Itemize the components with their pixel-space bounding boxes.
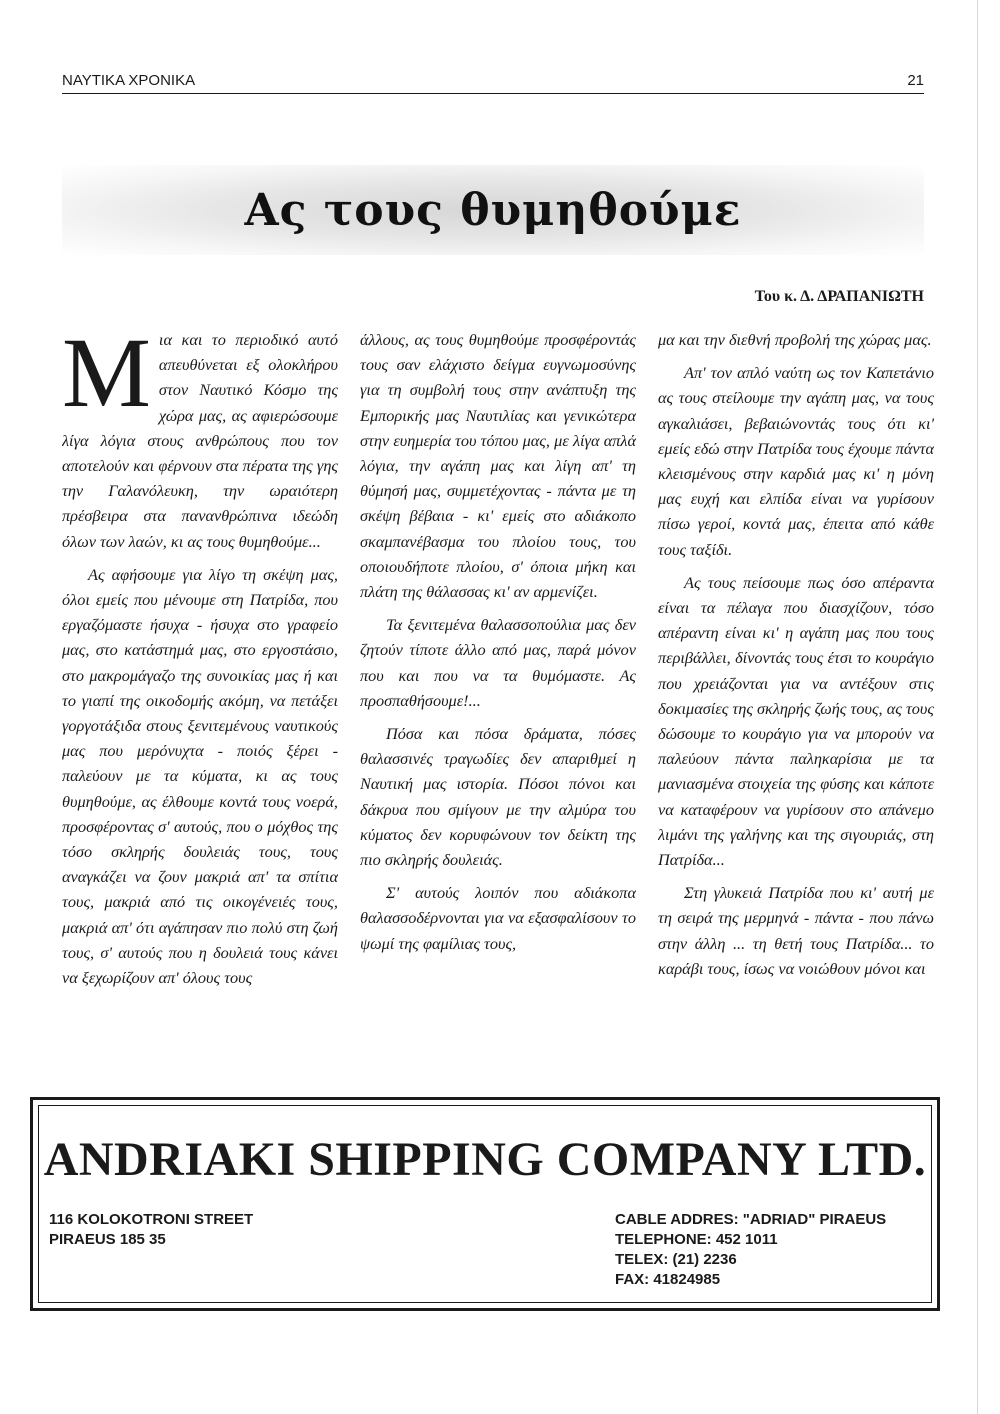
publication-name: ΝΑΥΤΙΚΑ ΧΡΟΝΙΚΑ bbox=[62, 72, 196, 89]
article-byline: Του κ. Δ. ΔΡΑΠΑΝΙΩΤΗ bbox=[754, 288, 924, 305]
advertiser-contacts bbox=[615, 1210, 886, 1290]
drop-cap: Μ bbox=[62, 327, 151, 428]
paragraph: Μια και το περιοδικό αυτό απευθύνεται εξ ολοκλήρου στον Ναυτικό Κόσμο της χώρα μας, ας αφιερώσουμε λίγα λόγια στους ανθρώπους που τον αποτελούν και φέρνουν στα πέρατα της γης την Γαλανόλευκη, την ωραιότερη πρέσβειρα στα πανανθρώπινα ιδεώδη όλων των λαών, κι ας τους θυμηθούμε... bbox=[62, 327, 338, 551]
column-1 bbox=[62, 327, 338, 1067]
address-line: PIRAEUS 185 35 bbox=[49, 1231, 166, 1248]
paragraph: Στη γλυκειά Πατρίδα που κι' αυτή με τη σειρά της μερμηνά - πάντα - που πάνω στην άλλη ... τη θετή τους Πατρίδα... το καράβι τους, ίσως να νοιώθουν μόνοι και bbox=[658, 883, 934, 978]
telex: TELEX: (21) 2236 bbox=[615, 1251, 737, 1268]
paragraph: μα και την διεθνή προβολή της χώρας μας. bbox=[658, 330, 932, 349]
paragraph: άλλους, ας τους θυμηθούμε προσφέροντάς τους σαν ελάχιστο δείγμα ευγνωμοσύνης για τη συμβολή τους στην ανάπτυξη της Εμπορικής μας Ναυτιλίας και γενικώτερα στην ευημερία του τόπου μας, με λίγα απλά λόγια, την αγάπη μας και λίγη απ' τη θύμησή μας, συμμετέχοντας - πάντα με τη σκέψη βέβαια - κι' εμείς στο αδιάκοπο σκαμπανέβασμα του πλοίου τους, του οποιουδήποτε πλοίου, σ' όποια μήκη και πλάτη της θάλασσας κι' αν αρμενίζει. bbox=[360, 330, 636, 602]
fax: FAX: 41824985 bbox=[615, 1271, 721, 1288]
column-3 bbox=[658, 327, 934, 1067]
advertiser-address bbox=[49, 1210, 253, 1250]
running-header bbox=[62, 72, 924, 94]
advertisement-inner-frame bbox=[38, 1105, 932, 1303]
paragraph: Ας αφήσουμε για λίγο τη σκέψη μας, όλοι εμείς που μένουμε στη Πατρίδα, που εργαζόμαστε ήσυχα - ήσυχα στο γραφείο μας, στο κατάστημά μας, στο εργοστάσιο, στο μακρομάγαζο της συνοικίας μας ή και το γιαπί της οικοδομής ακόμη, να πετάξει γοργοτάξιδα στους ξενιτεμένους ναυτικούς μας που μερόνυχτα - ποιός ξέρει - παλεύουν με τα κύματα, κι ας τους θυμηθούμε, ας έλθουμε κοντά τους νοερά, προσφέροντας σ' αυτούς, που ο μόχθος της τόσο σκληρής δουλειάς τους, τους αναγκάζει να ζουν μακριά απ' τα σπίτια τους, μακριά από τις οικογένειές τους, μακριά απ' ότι αγάπησαν πιο πολύ στη ζωή τους, σ' αυτούς που η δουλειά τους κάνει να ξεχωρίζουν απ' όλους τους bbox=[62, 564, 338, 988]
advertisement-box bbox=[30, 1097, 940, 1311]
page-number: 21 bbox=[907, 72, 924, 89]
article-body bbox=[62, 327, 934, 1067]
paragraph: Τα ξενιτεμένα θαλασσοπούλια μας δεν ζητούν τίποτε άλλο από μας, παρά μόνον που και που να τα θυμόμαστε. Ας προσπαθήσουμε!... bbox=[360, 615, 636, 710]
page-edge-line bbox=[977, 0, 978, 1414]
title-band bbox=[62, 165, 924, 255]
cable-address: CABLE ADDRES: "ADRIAD" PIRAEUS bbox=[615, 1211, 887, 1228]
telephone: TELEPHONE: 452 1011 bbox=[615, 1231, 778, 1248]
advertiser-name: ANDRIAKI SHIPPING COMPANY LTD. bbox=[43, 1133, 927, 1186]
paragraph: Πόσα και πόσα δράματα, πόσες θαλασσινές τραγωδίες δεν απαριθμεί η Ναυτική μας ιστορία. Πόσοι πόνοι και δάκρυα που σμίγουν με την αλμύρα του κύματος δεν κορυφώνουν τον δείκτη της πιο σκληρής δουλειάς. bbox=[360, 724, 636, 870]
paragraph: Σ' αυτούς λοιπόν που αδιάκοπα θαλασσοδέρνονται για να εξασφαλίσουν το ψωμί της φαμίλιας τους, bbox=[360, 883, 636, 953]
paragraph: Απ' τον απλό ναύτη ως τον Καπετάνιο ας τους στείλουμε την αγάπη μας, να τους αγκαλιάσει, βεβαιώνοντάς τους ότι κι' εμείς εδώ στην Πατρίδα τους έχουμε πάντα κλεισμένους στην καρδιά μας κι' η μόνη μας ευχή και ελπίδα είναι να γυρίσουν πίσω γεροί, κοντά μας, έπειτα από κάθε τους ταξίδι. bbox=[658, 363, 934, 559]
address-line: 116 KOLOKOTRONI STREET bbox=[49, 1211, 254, 1228]
article-title: Ας τους θυμηθούμε bbox=[244, 184, 742, 236]
column-2 bbox=[360, 327, 636, 1067]
paragraph: Ας τους πείσουμε πως όσο απέραντα είναι τα πέλαγα που διασχίζουν, τόσο απέραντη είναι κι' η αγάπη μας που τους περιβάλλει, δίνοντάς τους έτσι το κουράγιο που χρειάζονται για να αντέξουν στις δοκιμασίες της σκληρής ζωής τους, ας τους δώσουμε το κουράγιο για να μπορούν να παλεύουν πάντα παληκαρίσια με τα μανιασμένα στοιχεία της φύσης και κάποτε να καταφέρουν να γυρίσουν στο απάνεμο λιμάνι της γαλήνης και της σιγουριάς, στη Πατρίδα... bbox=[658, 572, 934, 870]
